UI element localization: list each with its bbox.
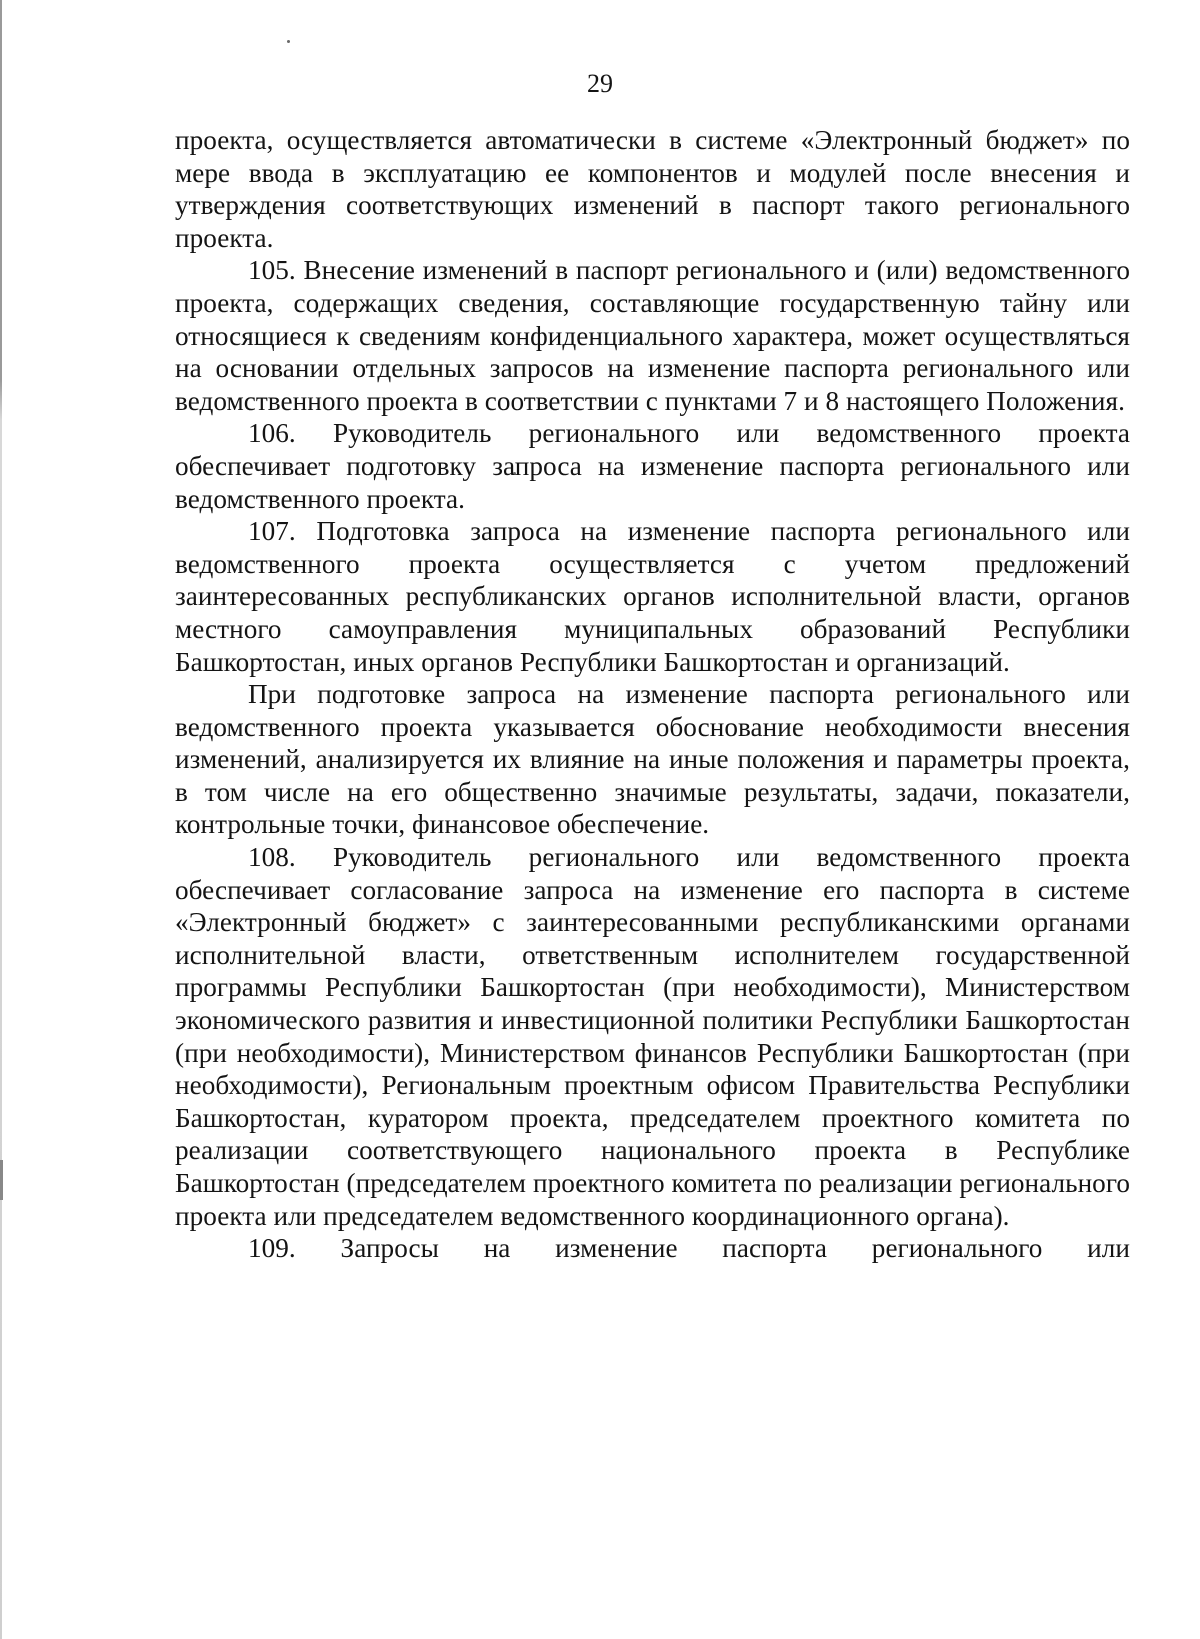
scan-speck (287, 40, 290, 43)
paragraph-106: 106. Руководитель регионального или ведомственного проекта обеспечивает подготовку запроса на изменение паспорта регионального или ведомственного проекта. (175, 418, 1130, 514)
scan-left-edge (0, 0, 2, 1639)
scan-mark (0, 1160, 3, 1200)
paragraph-108: 108. Руководитель регионального или ведомственного проекта обеспечивает согласование запроса на изменение его паспорта в системе «Электронный бюджет» с заинтересованными республиканскими органами исполнительной власти, ответственным исполнителем государственной программы Республики Башкортостан (при необходимости), Министерством экономического развития и инвестиционной политики Республики Башкортостан (при необходимости), Министерством финансов Республики Башкортостан (при необходимости), Региональным проектным офисом Правительства Республики Башкортостан, куратором проекта, председателем проектного комитета по реализации соответствующего национального проекта в Республике Башкортостан (председателем проектного комитета по реализации регионального проекта или председателем ведомственного координационного органа). (175, 842, 1130, 1231)
paragraph-107-continued: При подготовке запроса на изменение паспорта регионального или ведомственного проекта указывается обоснование необходимости внесения изменений, анализируется их влияние на иные положения и параметры проекта, в том числе на его общественно значимые результаты, задачи, показатели, контрольные точки, финансовое обеспечение. (175, 679, 1130, 840)
document-body (175, 124, 1130, 1265)
page-number: 29 (587, 69, 613, 98)
paragraph-105: 105. Внесение изменений в паспорт регионального и (или) ведомственного проекта, содержащих сведения, составляющие государственную тайну или относящиеся к сведениям конфиденциального характера, может осуществляться на основании отдельных запросов на изменение паспорта регионального или ведомственного проекта в соответствии с пунктами 7 и 8 настоящего Положения. (175, 255, 1130, 416)
paragraph-continuation: проекта, осуществляется автоматически в системе «Электронный бюджет» по мере ввода в эксплуатацию ее компонентов и модулей после внесения и утверждения соответствующих изменений в паспорт такого регионального проекта. (175, 125, 1130, 253)
paragraph-107: 107. Подготовка запроса на изменение паспорта регионального или ведомственного проекта осуществляется с учетом предложений заинтересованных республиканских органов исполнительной власти, органов местного самоуправления муниципальных образований Республики Башкортостан, иных органов Республики Башкортостан и организаций. (175, 516, 1130, 677)
paragraph-109: 109. Запросы на изменение паспорта регионального или (248, 1233, 1130, 1264)
